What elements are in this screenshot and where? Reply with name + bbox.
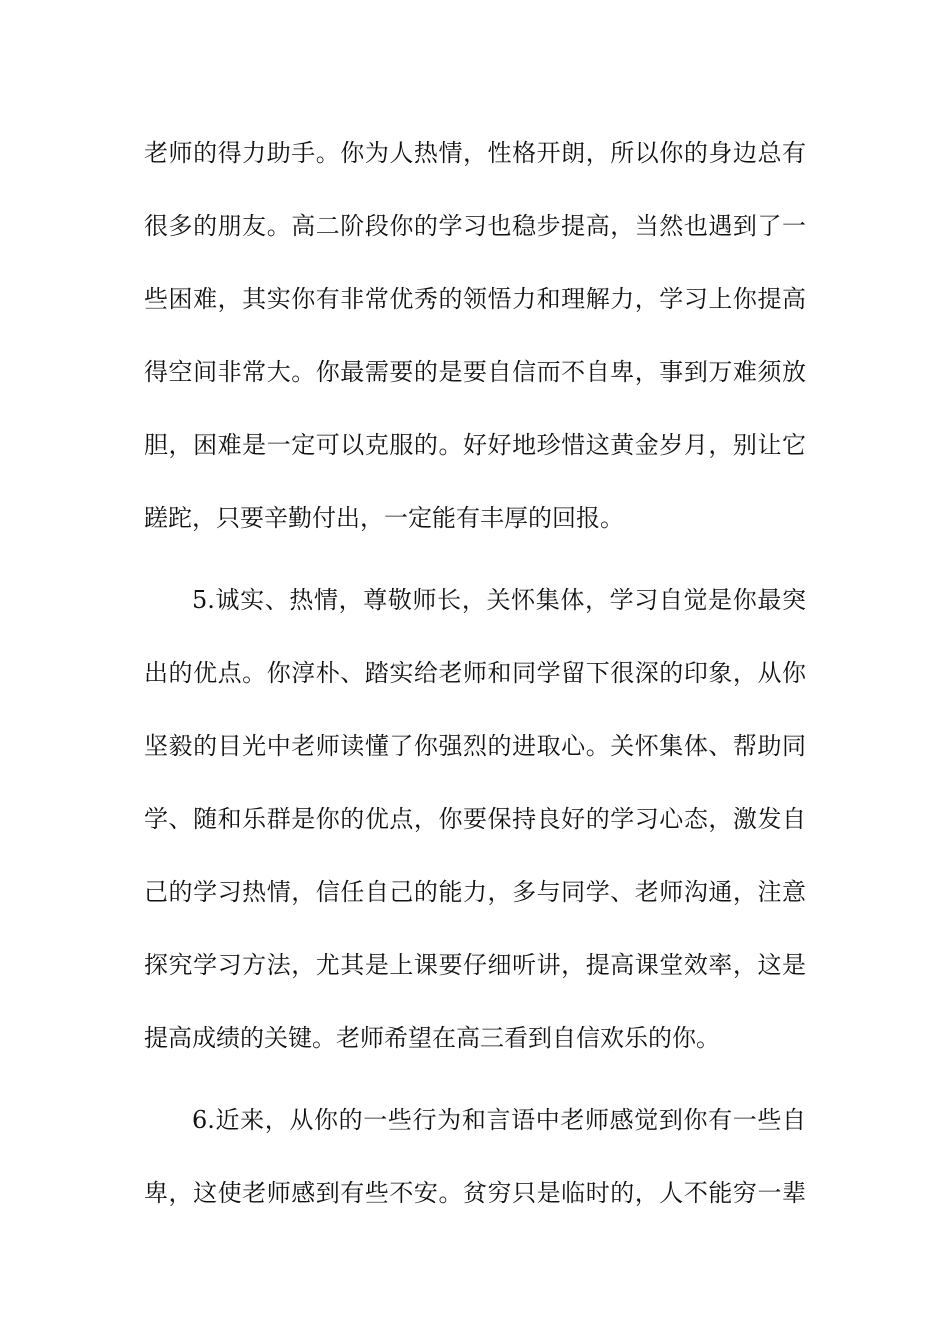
text-line: 坚毅的目光中老师读懂了你强烈的进取心。关怀集体、帮助同 (144, 732, 806, 760)
text-line: 探究学习方法，尤其是上课要仔细听讲，提高课堂效率，这是 (144, 951, 806, 979)
paragraph-start-line: 6.近来，从你的一些行为和言语中老师感觉到你有一些自 (192, 1106, 806, 1134)
text-line: 己的学习热情，信任自己的能力，多与同学、老师沟通，注意 (144, 878, 806, 906)
text-line: 胆，困难是一定可以克服的。好好地珍惜这黄金岁月，别让它 (144, 431, 806, 459)
text-line: 很多的朋友。高二阶段你的学习也稳步提高，当然也遇到了一 (144, 212, 806, 240)
text-line: 出的优点。你淳朴、踏实给老师和同学留下很深的印象，从你 (144, 659, 806, 687)
paragraph-start-line: 5.诚实、热情，尊敬师长，关怀集体，学习自觉是你最突 (192, 586, 806, 614)
text-line: 得空间非常大。你最需要的是要自信而不自卑，事到万难须放 (144, 358, 806, 386)
text-line: 些困难，其实你有非常优秀的领悟力和理解力，学习上你提高 (144, 285, 806, 313)
text-line: 提高成绩的关键。老师希望在高三看到自信欢乐的你。 (144, 1024, 720, 1052)
text-line: 卑，这使老师感到有些不安。贫穷只是临时的，人不能穷一辈 (144, 1179, 806, 1207)
text-line: 蹉跎，只要辛勤付出，一定能有丰厚的回报。 (144, 504, 624, 532)
text-line: 老师的得力助手。你为人热情，性格开朗，所以你的身边总有 (144, 139, 806, 167)
text-line: 学、随和乐群是你的优点，你要保持良好的学习心态，激发自 (144, 805, 806, 833)
